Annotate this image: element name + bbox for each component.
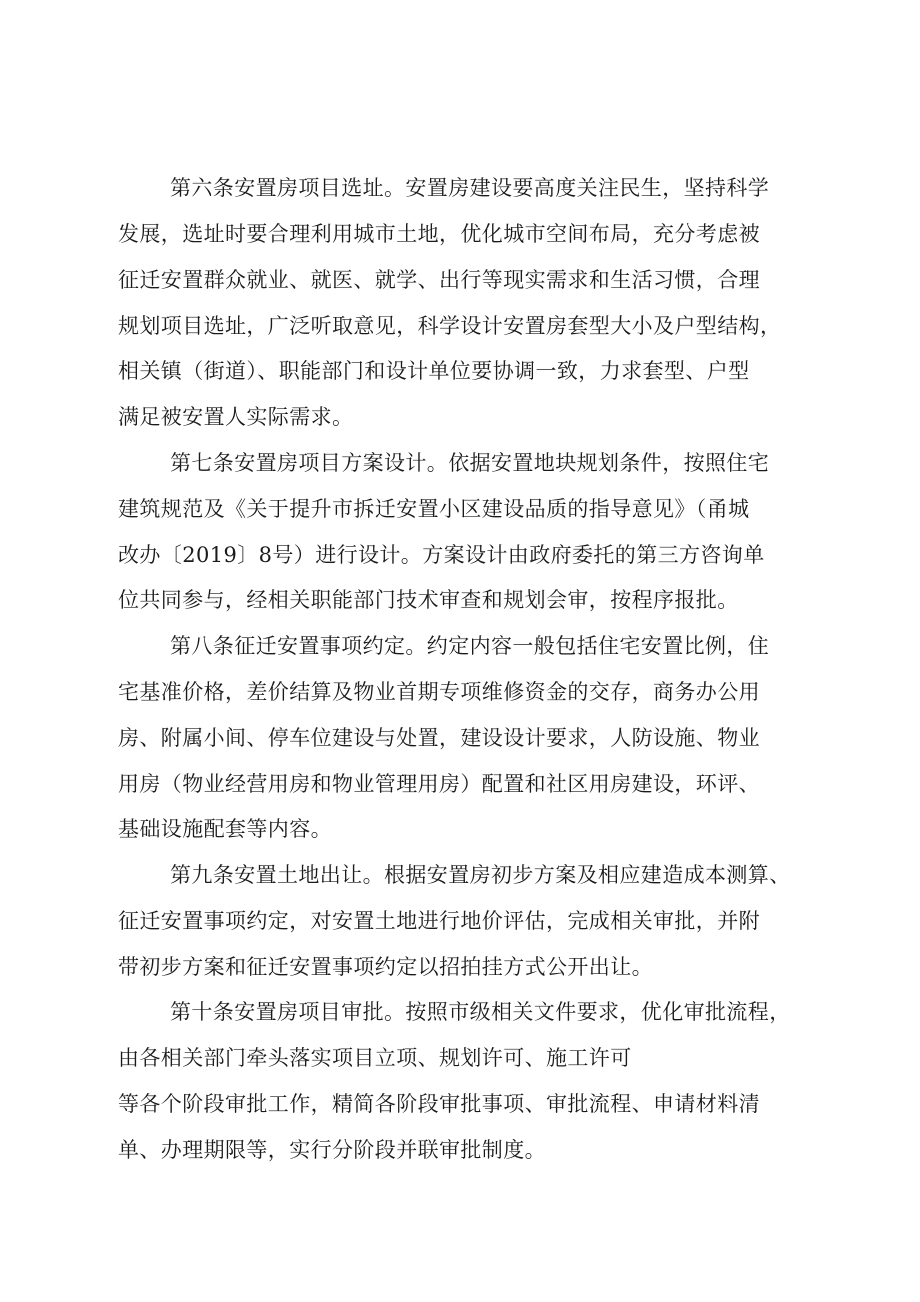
paragraph-7-line-1: 第七条安置房项目方案设计。依据安置地块规划条件，按照住宅 [170, 451, 770, 475]
paragraph-8-line-1: 第八条征迁安置事项约定。约定内容一般包括住宅安置比例，住 [170, 634, 770, 658]
paragraph-7-line-4: 位共同参与，经相关职能部门技术审查和规划会审，按程序报批。 [118, 588, 739, 612]
paragraph-6-line-4: 规划项目选址，广泛听取意见，科学设计安置房套型大小及户型结构， [118, 314, 782, 338]
paragraph-6-line-6: 满足被安置人实际需求。 [118, 405, 354, 429]
paragraph-10-line-4: 单、办理期限等，实行分阶段并联审批制度。 [118, 1138, 546, 1162]
paragraph-9-line-2: 征迁安置事项约定，对安置土地进行地价评估，完成相关审批，并附 [118, 909, 760, 933]
paragraph-6-line-3: 征迁安置群众就业、就医、就学、出行等现实需求和生活习惯，合理 [118, 268, 760, 292]
paragraph-9-line-3: 带初步方案和征迁安置事项约定以招拍挂方式公开出让。 [118, 955, 653, 979]
paragraph-7-line-3: 改办〔2019〕8号）进行设计。方案设计由政府委托的第三方咨询单 [118, 543, 765, 567]
paragraph-6-line-5: 相关镇（街道）、职能部门和设计单位要协调一致，力求套型、户型 [118, 359, 750, 383]
paragraph-8-line-2: 宅基准价格，差价结算及物业首期专项维修资金的交存，商务办公用 [118, 680, 760, 704]
paragraph-8-line-3: 房、附属小间、停车位建设与处置，建设设计要求，人防设施、物业 [118, 726, 760, 750]
paragraph-7-line-2: 建筑规范及《关于提升市拆迁安置小区建设品质的指导意见》（甬城 [118, 497, 750, 521]
paragraph-8-line-5: 基础设施配套等内容。 [118, 817, 332, 841]
paragraph-6-line-2: 发展，选址时要合理利用城市土地，优化城市空间布局，充分考虑被 [118, 222, 760, 246]
paragraph-8-line-4: 用房（物业经营用房和物业管理用房）配置和社区用房建设，环评、 [118, 772, 760, 796]
paragraph-6-line-1: 第六条安置房项目选址。安置房建设要高度关注民生，坚持科学 [170, 176, 770, 200]
paragraph-10-line-2: 由各相关部门牵头落实项目立项、规划许可、施工许可 [118, 1046, 632, 1070]
paragraph-10-line-3: 等各个阶段审批工作，精简各阶段审批事项、审批流程、申请材料清 [118, 1092, 760, 1116]
paragraph-9-line-1: 第九条安置土地出让。根据安置房初步方案及相应建造成本测算、 [170, 863, 791, 887]
paragraph-10-line-1: 第十条安置房项目审批。按照市级相关文件要求，优化审批流程， [170, 1000, 791, 1024]
